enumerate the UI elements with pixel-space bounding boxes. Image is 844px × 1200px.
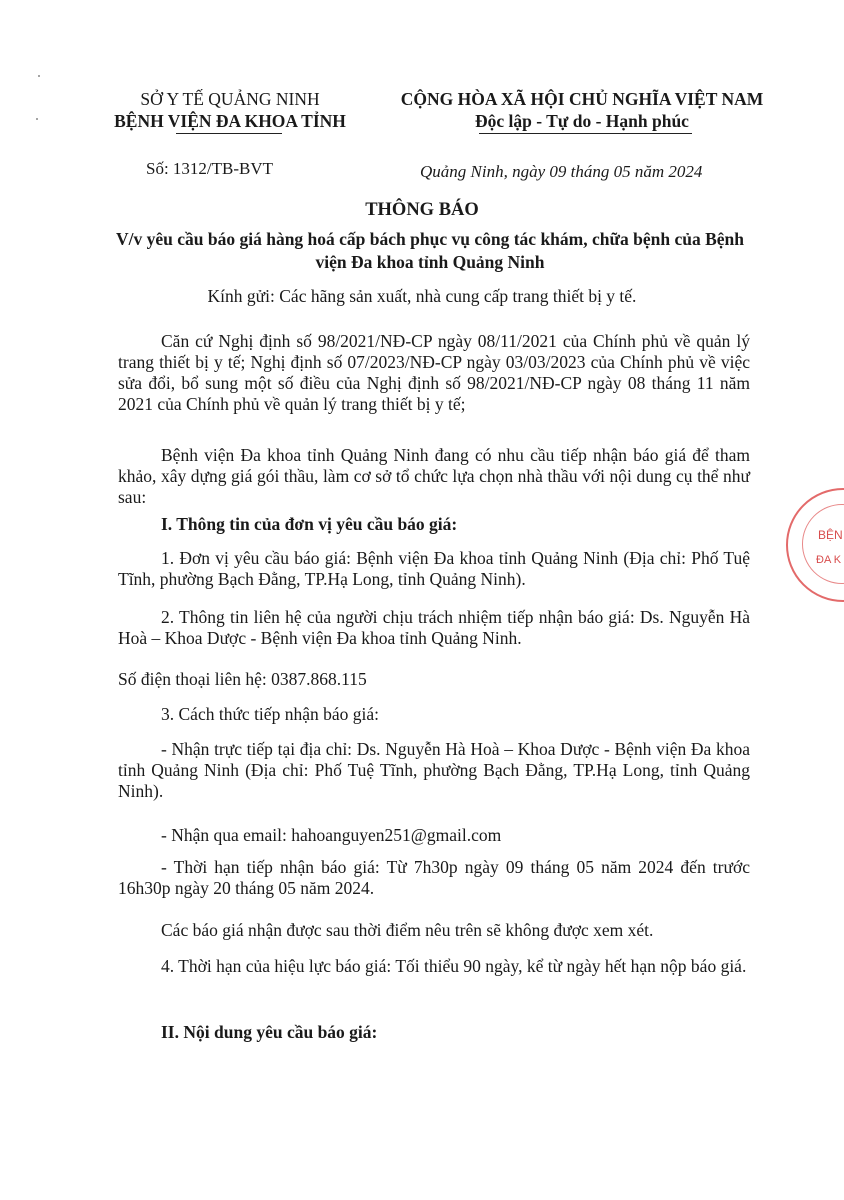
national-motto: Độc lập - Tự do - Hạnh phúc [475,111,689,131]
scan-speck [38,75,40,77]
item-3c-deadline: - Thời hạn tiếp nhận báo giá: Từ 7h30p ngày 09 tháng 05 năm 2024 đến trước 16h30p ngày 20 tháng 05 năm 2024. [118,857,750,898]
national-header [372,88,792,132]
header-right-underline [479,133,692,134]
official-seal [786,488,844,602]
document-number: Số: 1312/TB-BVT [146,159,274,178]
seal-text-line1: BỆN [818,528,843,542]
official-seal-inner-ring [802,504,844,584]
department-name: SỞ Y TẾ QUẢNG NINH [140,89,320,109]
paragraph-purpose: Bệnh viện Đa khoa tỉnh Quảng Ninh đang có nhu cầu tiếp nhận báo giá để tham khảo, xây dựng giá gói thầu, làm cơ sở tổ chức lựa chọn nhà thầu với nội dung cụ thể như sau: [118,445,750,507]
paragraph-legal-basis: Căn cứ Nghị định số 98/2021/NĐ-CP ngày 08/11/2021 của Chính phủ về quản lý trang thiết bị y tế; Nghị định số 07/2023/NĐ-CP ngày 03/03/2023 của Chính phủ về việc sửa đổi, bổ sung một số điều của Nghị định số 98/2021/NĐ-CP ngày 08 tháng 11 năm 2021 của Chính phủ về quản lý trang thiết bị y tế; [118,331,750,414]
header-left-underline [176,133,282,134]
country-name: CỘNG HÒA XÃ HỘI CHỦ NGHĨA VIỆT NAM [400,89,764,109]
recipient-line: Kính gửi: Các hãng sản xuất, nhà cung cấp trang thiết bị y tế. [207,286,637,306]
document-date: Quảng Ninh, ngày 09 tháng 05 năm 2024 [420,162,703,181]
item-1-requesting-unit: 1. Đơn vị yêu cầu báo giá: Bệnh viện Đa khoa tỉnh Quảng Ninh (Địa chỉ: Phố Tuệ Tĩnh, phường Bạch Đằng, TP.Hạ Long, tỉnh Quảng Ninh). [118,548,750,589]
hospital-name: BỆNH VIỆN ĐA KHOA TỈNH [114,111,346,131]
section-2-heading: II. Nội dung yêu cầu báo giá: [161,1022,378,1042]
item-3-heading: 3. Cách thức tiếp nhận báo giá: [161,704,379,724]
item-4-validity: 4. Thời hạn của hiệu lực báo giá: Tối thiểu 90 ngày, kể từ ngày hết hạn nộp báo giá. [161,956,747,976]
organization-header [90,88,370,132]
item-3a-direct-delivery: - Nhận trực tiếp tại địa chỉ: Ds. Nguyễn Hà Hoà – Khoa Dược - Bệnh viện Đa khoa tỉnh Quảng Ninh (Địa chỉ: Phố Tuệ Tĩnh, phường Bạch Đằng, TP.Hạ Long, tỉnh Quảng Ninh). [118,739,750,801]
document-subtitle: V/v yêu cầu báo giá hàng hoá cấp bách phục vụ công tác khám, chữa bệnh của Bệnh viện Đa khoa tỉnh Quảng Ninh [116,229,744,272]
scan-speck [36,118,38,120]
section-1-heading: I. Thông tin của đơn vị yêu cầu báo giá: [161,514,458,534]
document-title: THÔNG BÁO [365,200,479,220]
contact-phone: Số điện thoại liên hệ: 0387.868.115 [118,669,367,689]
late-submission-note: Các báo giá nhận được sau thời điểm nêu trên sẽ không được xem xét. [161,920,654,940]
seal-text-line2: ĐA K [816,554,842,566]
item-3b-email: - Nhận qua email: hahoanguyen251@gmail.com [161,825,502,845]
item-2-contact-person: 2. Thông tin liên hệ của người chịu trách nhiệm tiếp nhận báo giá: Ds. Nguyễn Hà Hoà – Khoa Dược - Bệnh viện Đa khoa tỉnh Quảng Ninh. [118,607,750,648]
